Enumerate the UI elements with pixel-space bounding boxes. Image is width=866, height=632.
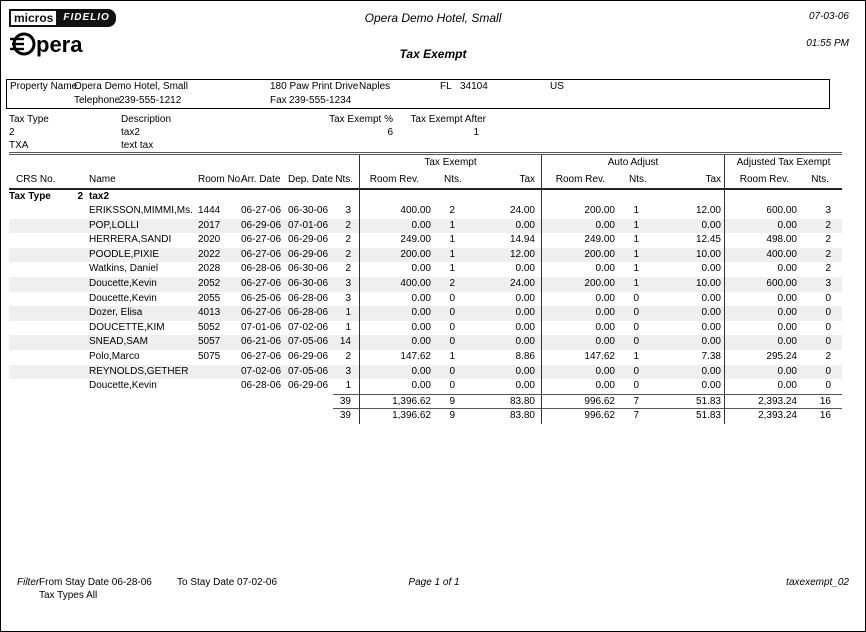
cell-te-nts: 0: [449, 380, 455, 392]
cell-nts: 14: [339, 336, 351, 348]
cell-guest-name: Polo,Marco: [89, 350, 140, 362]
cell-adj-nts: 2: [825, 263, 831, 275]
cell-nts: 3: [345, 277, 351, 289]
cell-te-tax: 0.00: [515, 336, 535, 348]
cell-crs: [9, 350, 89, 365]
tax-type-description: tax2: [121, 127, 140, 138]
cell-aa-tax: 0.00: [701, 380, 721, 392]
grand-total-aa-tax: 51.83: [643, 408, 724, 424]
group-header-auto-adjust: Auto Adjust: [541, 155, 724, 170]
group-header-spacer: [9, 155, 359, 170]
cell-arr-date: 06-27-06: [241, 350, 282, 362]
cell-guest-name: ERIKSSON,MIMMI,Ms.: [89, 205, 193, 216]
tax-type-code: TXA: [9, 140, 29, 151]
cell-room-no: 2022: [198, 248, 221, 260]
cell-aa-nts: 1: [633, 234, 639, 246]
cell-crs: [9, 233, 89, 248]
cell-dep-date: 06-29-06: [288, 234, 329, 246]
cell-adj-room-rev: 400.00: [724, 248, 797, 263]
cell-adj-nts: 2: [825, 219, 831, 231]
cell-dep-date: 06-29-06: [288, 350, 329, 362]
col-header-nts: Nts.: [335, 174, 353, 185]
cell-te-room-rev: 0.00: [359, 321, 431, 336]
cell-te-nts: 2: [449, 277, 455, 289]
col-header-te-nts: Nts.: [444, 174, 462, 185]
cell-aa-tax: 0.00: [701, 336, 721, 348]
cell-dep-date: 06-30-06: [288, 205, 329, 216]
cell-aa-tax: 12.00: [695, 205, 721, 216]
tax-exempt-pct-header: Tax Exempt %: [329, 114, 393, 125]
grand-total-te-nts: 9: [431, 408, 459, 424]
fax-value: 239-555-1234: [289, 95, 352, 106]
cell-guest-name: Doucette,Kevin: [89, 292, 157, 304]
tax-type-header: Tax Type: [9, 114, 49, 125]
cell-crs: [9, 306, 89, 321]
tax-type-code: 2: [9, 127, 15, 138]
cell-adj-room-rev: 0.00: [724, 379, 797, 394]
grand-total-aa-nts: 7: [615, 408, 643, 424]
cell-aa-room-rev: 0.00: [541, 219, 615, 234]
cell-aa-tax: 10.00: [695, 248, 721, 260]
cell-te-tax: 12.00: [509, 248, 535, 260]
col-header-adj-nts: Nts.: [811, 174, 829, 185]
property-row-2: [7, 94, 829, 108]
table-row: [9, 365, 842, 380]
cell-te-nts: 1: [449, 219, 455, 231]
col-header-te-tax: Tax: [519, 174, 535, 185]
cell-te-nts: 1: [449, 248, 455, 260]
cell-aa-room-rev: 0.00: [541, 379, 615, 394]
cell-room-no: 5057: [198, 336, 221, 348]
cell-aa-nts: 1: [633, 277, 639, 289]
cell-room-no: 2020: [198, 234, 221, 246]
telephone-value: 239-555-1212: [119, 95, 182, 106]
table-row: [9, 321, 842, 336]
group-header-tax-exempt: Tax Exempt: [359, 155, 541, 170]
cell-guest-name: POODLE,PIXIE: [89, 248, 160, 260]
cell-arr-date: 06-27-06: [241, 248, 282, 260]
total-te-room-rev: 1,396.62: [359, 394, 431, 410]
cell-dep-date: 06-29-06: [288, 380, 329, 392]
tax-exempt-table: [9, 152, 842, 423]
cell-adj-nts: 0: [825, 365, 831, 377]
filter-to-stay-date: To Stay Date 07-02-06: [177, 577, 278, 588]
total-adj-nts: 16: [797, 394, 842, 410]
cell-guest-name: Watkins, Daniel: [89, 263, 159, 275]
cell-te-tax: 0.00: [515, 365, 535, 377]
cell-aa-tax: 0.00: [701, 365, 721, 377]
cell-aa-room-rev: 200.00: [541, 248, 615, 263]
total-aa-tax: 51.83: [643, 394, 724, 410]
cell-te-nts: 0: [449, 336, 455, 348]
cell-crs: [9, 335, 89, 350]
cell-crs: [9, 262, 89, 277]
cell-adj-room-rev: 498.00: [724, 233, 797, 248]
cell-te-tax: 0.00: [515, 263, 535, 275]
table-row: [9, 204, 842, 219]
cell-aa-nts: 0: [633, 380, 639, 392]
cell-adj-room-rev: 0.00: [724, 219, 797, 234]
cell-adj-room-rev: 0.00: [724, 306, 797, 321]
cell-te-room-rev: 0.00: [359, 292, 431, 307]
cell-aa-tax: 10.00: [695, 277, 721, 289]
group-header-row: [9, 155, 842, 170]
cell-crs: [9, 204, 89, 219]
grand-total-te-room-rev: 1,396.62: [359, 408, 431, 424]
cell-guest-name: POP,LOLLI: [89, 219, 139, 231]
grand-total-nts: 39: [333, 408, 359, 424]
cell-te-room-rev: 0.00: [359, 335, 431, 350]
total-aa-nts: 7: [615, 394, 643, 410]
cell-nts: 2: [345, 248, 351, 260]
cell-dep-date: 06-30-06: [288, 263, 329, 275]
fax-label: Fax: [270, 95, 287, 106]
cell-dep-date: 06-29-06: [288, 248, 329, 260]
cell-aa-tax: 0.00: [701, 292, 721, 304]
micros-logo-text: micros: [9, 9, 58, 27]
tax-type-group-label-cell: [9, 190, 89, 204]
cell-te-room-rev: 200.00: [359, 248, 431, 263]
cell-adj-nts: 0: [825, 321, 831, 333]
property-address: 180 Paw Print Drive: [270, 81, 359, 92]
cell-room-no: [198, 379, 241, 394]
cell-aa-tax: 0.00: [701, 219, 721, 231]
cell-aa-nts: 0: [633, 307, 639, 319]
cell-room-no: 2028: [198, 263, 221, 275]
col-header-aa-tax: Tax: [705, 174, 721, 185]
cell-te-room-rev: 0.00: [359, 365, 431, 380]
cell-arr-date: 06-27-06: [241, 234, 282, 246]
table-row: [9, 350, 842, 365]
cell-nts: 3: [345, 292, 351, 304]
cell-te-tax: 0.00: [515, 307, 535, 319]
tax-exempt-after-value: 1: [473, 127, 479, 138]
cell-adj-nts: 2: [825, 234, 831, 246]
cell-aa-nts: 0: [633, 292, 639, 304]
cell-aa-nts: 1: [633, 263, 639, 275]
cell-room-no: 4013: [198, 307, 221, 319]
cell-adj-room-rev: 295.24: [724, 350, 797, 365]
table-row: [9, 233, 842, 248]
property-state: FL: [440, 81, 452, 92]
cell-dep-date: 06-30-06: [288, 277, 329, 289]
cell-dep-date: 07-05-06: [288, 336, 329, 348]
cell-aa-room-rev: 147.62: [541, 350, 615, 365]
cell-te-nts: 0: [449, 292, 455, 304]
table-row: [9, 306, 842, 321]
cell-nts: 1: [345, 307, 351, 319]
cell-te-tax: 0.00: [515, 219, 535, 231]
cell-adj-room-rev: 0.00: [724, 335, 797, 350]
col-header-adj-room-rev: Room Rev.: [724, 170, 797, 190]
cell-aa-room-rev: 0.00: [541, 306, 615, 321]
cell-adj-room-rev: 600.00: [724, 277, 797, 292]
total-te-nts: 9: [431, 394, 459, 410]
cell-te-room-rev: 147.62: [359, 350, 431, 365]
cell-te-tax: 8.86: [515, 350, 535, 362]
tax-type-summary: [9, 113, 842, 152]
property-name-value: Opera Demo Hotel, Small: [74, 81, 188, 92]
hotel-title: Opera Demo Hotel, Small: [364, 11, 502, 25]
cell-arr-date: 07-02-06: [241, 365, 282, 377]
report-time: 01:55 PM: [806, 38, 849, 49]
property-row-1: [7, 80, 829, 94]
description-header: Description: [121, 114, 172, 125]
total-adj-room-rev: 2,393.24: [724, 394, 797, 410]
cell-te-room-rev: 400.00: [359, 277, 431, 292]
cell-crs: [9, 365, 89, 380]
cell-te-nts: 1: [449, 234, 455, 246]
cell-adj-room-rev: 0.00: [724, 365, 797, 380]
cell-aa-tax: 0.00: [701, 307, 721, 319]
cell-guest-name: Dozer, Elisa: [89, 307, 143, 319]
cell-room-no: [198, 365, 241, 380]
cell-crs: [9, 292, 89, 307]
cell-aa-tax: 0.00: [701, 321, 721, 333]
cell-te-nts: 0: [449, 307, 455, 319]
cell-te-room-rev: 0.00: [359, 219, 431, 234]
cell-aa-tax: 0.00: [701, 263, 721, 275]
cell-adj-nts: 0: [825, 307, 831, 319]
col-header-aa-room-rev: Room Rev.: [541, 170, 615, 190]
total-te-tax: 83.80: [459, 394, 541, 410]
table-row: [9, 219, 842, 234]
cell-aa-room-rev: 249.00: [541, 233, 615, 248]
report-title: Tax Exempt: [399, 47, 467, 61]
cell-adj-room-rev: 600.00: [724, 204, 797, 219]
cell-te-tax: 0.00: [515, 380, 535, 392]
tax-type-group-row: [9, 190, 842, 204]
cell-crs: [9, 379, 89, 394]
cell-room-no: 2017: [198, 219, 221, 231]
cell-room-no: 1444: [198, 205, 221, 216]
cell-room-no: 5075: [198, 350, 221, 362]
cell-aa-tax: 12.45: [695, 234, 721, 246]
tax-type-group-code: 2: [77, 191, 83, 202]
col-header-dep-date: Dep. Date: [288, 174, 334, 185]
cell-room-no: 2055: [198, 292, 221, 304]
property-city: Naples: [359, 81, 391, 92]
tax-type-summary-row: [9, 139, 842, 152]
cell-guest-name: HERRERA,SANDI: [89, 234, 172, 246]
cell-nts: 3: [345, 365, 351, 377]
tax-exempt-pct-value: 6: [387, 127, 393, 138]
cell-aa-nts: 0: [633, 321, 639, 333]
table-body: [9, 204, 842, 394]
property-name-label: Property Name: [10, 81, 78, 92]
total-nts: 39: [333, 394, 359, 410]
cell-arr-date: 07-01-06: [241, 321, 282, 333]
fidelio-logo-text: FIDELIO: [58, 9, 115, 27]
cell-te-nts: 2: [449, 205, 455, 216]
cell-room-no: 5052: [198, 321, 221, 333]
cell-adj-nts: 3: [825, 277, 831, 289]
cell-arr-date: 06-27-06: [241, 277, 282, 289]
cell-dep-date: 06-28-06: [288, 307, 329, 319]
cell-nts: 2: [345, 350, 351, 362]
cell-te-nts: 1: [449, 350, 455, 362]
telephone-label: Telephone: [74, 95, 121, 106]
col-header-arr-date: Arr. Date: [241, 174, 281, 185]
col-header-te-room-rev: Room Rev.: [359, 170, 431, 190]
cell-te-room-rev: 400.00: [359, 204, 431, 219]
cell-adj-room-rev: 0.00: [724, 262, 797, 277]
cell-adj-nts: 0: [825, 336, 831, 348]
cell-adj-room-rev: 0.00: [724, 292, 797, 307]
table-row: [9, 292, 842, 307]
cell-arr-date: 06-28-06: [241, 263, 282, 275]
tax-type-group-name: tax2: [89, 191, 110, 202]
cell-aa-nts: 1: [633, 219, 639, 231]
filter-label: Filter: [17, 577, 40, 588]
cell-arr-date: 06-25-06: [241, 292, 282, 304]
report-id: taxexempt_02: [786, 577, 849, 588]
cell-crs: [9, 321, 89, 336]
cell-arr-date: 06-28-06: [241, 380, 282, 392]
table-row: [9, 335, 842, 350]
grand-total-adj-room-rev: 2,393.24: [724, 408, 797, 424]
cell-te-room-rev: 0.00: [359, 262, 431, 277]
cell-arr-date: 06-29-06: [241, 219, 282, 231]
cell-aa-tax: 7.38: [701, 350, 721, 362]
cell-te-nts: 0: [449, 365, 455, 377]
cell-guest-name: SNEAD,SAM: [89, 336, 148, 348]
cell-aa-nts: 1: [633, 205, 639, 216]
cell-room-no: 2052: [198, 277, 221, 289]
tax-type-group-label: Tax Type: [9, 191, 51, 202]
opera-logo-text: pera: [36, 32, 83, 57]
table-row: [9, 248, 842, 263]
cell-te-nts: 1: [449, 263, 455, 275]
cell-guest-name: Doucette,Kevin: [89, 277, 157, 289]
grand-totals-row: [9, 408, 842, 423]
col-header-aa-nts: Nts.: [629, 174, 647, 185]
cell-te-nts: 0: [449, 321, 455, 333]
cell-te-tax: 0.00: [515, 321, 535, 333]
cell-aa-room-rev: 200.00: [541, 277, 615, 292]
cell-adj-nts: 2: [825, 350, 831, 362]
col-header-name: Name: [89, 174, 116, 185]
tax-type-summary-row: [9, 126, 842, 139]
table-row: [9, 277, 842, 292]
cell-nts: 1: [345, 380, 351, 392]
cell-nts: 3: [345, 205, 351, 216]
cell-te-tax: 24.00: [509, 277, 535, 289]
cell-nts: 2: [345, 234, 351, 246]
tax-type-summary-header: [9, 113, 842, 126]
cell-dep-date: 06-28-06: [288, 292, 329, 304]
column-header-row: [9, 170, 842, 188]
cell-adj-nts: 0: [825, 292, 831, 304]
property-zip: 34104: [460, 81, 488, 92]
grand-total-te-tax: 83.80: [459, 408, 541, 424]
cell-aa-room-rev: 0.00: [541, 321, 615, 336]
cell-te-room-rev: 249.00: [359, 233, 431, 248]
cell-aa-room-rev: 0.00: [541, 262, 615, 277]
cell-nts: 2: [345, 263, 351, 275]
cell-aa-nts: 0: [633, 336, 639, 348]
cell-dep-date: 07-05-06: [288, 365, 329, 377]
cell-nts: 2: [345, 219, 351, 231]
cell-dep-date: 07-01-06: [288, 219, 329, 231]
tax-type-description: text tax: [121, 140, 154, 151]
cell-dep-date: 07-02-06: [288, 321, 329, 333]
cell-adj-nts: 0: [825, 380, 831, 392]
cell-arr-date: 06-21-06: [241, 336, 282, 348]
cell-aa-room-rev: 200.00: [541, 204, 615, 219]
col-header-crs: CRS No.: [16, 174, 56, 185]
cell-nts: 1: [345, 321, 351, 333]
cell-aa-nts: 1: [633, 350, 639, 362]
cell-te-room-rev: 0.00: [359, 306, 431, 321]
cell-crs: [9, 219, 89, 234]
table-row: [9, 262, 842, 277]
tax-exempt-after-header: Tax Exempt After: [410, 114, 486, 125]
total-aa-room-rev: 996.62: [541, 394, 615, 410]
cell-adj-nts: 2: [825, 248, 831, 260]
cell-te-room-rev: 0.00: [359, 379, 431, 394]
cell-te-tax: 0.00: [515, 292, 535, 304]
report-date: 07-03-06: [808, 11, 849, 22]
cell-adj-room-rev: 0.00: [724, 321, 797, 336]
totals-row: [9, 394, 842, 409]
group-header-adjusted: Adjusted Tax Exempt: [724, 155, 842, 170]
property-info-box: [6, 79, 830, 109]
page-number: Page 1 of 1: [408, 577, 460, 588]
col-header-room: Room No.: [198, 174, 244, 185]
filter-tax-types: Tax Types All: [39, 590, 98, 601]
cell-te-tax: 14.94: [509, 234, 535, 246]
cell-guest-name: REYNOLDS,GETHER: [89, 365, 189, 377]
grand-total-adj-nts: 16: [797, 408, 842, 424]
cell-te-tax: 24.00: [509, 205, 535, 216]
cell-aa-room-rev: 0.00: [541, 335, 615, 350]
cell-aa-room-rev: 0.00: [541, 365, 615, 380]
grand-total-aa-room-rev: 996.62: [541, 408, 615, 424]
cell-arr-date: 06-27-06: [241, 205, 282, 216]
cell-guest-name: DOUCETTE,KIM: [89, 321, 165, 333]
table-row: [9, 379, 842, 394]
cell-arr-date: 06-27-06: [241, 307, 282, 319]
cell-adj-nts: 3: [825, 205, 831, 216]
filter-from-stay-date: From Stay Date 06-28-06: [39, 577, 152, 588]
cell-aa-nts: 0: [633, 365, 639, 377]
cell-aa-room-rev: 0.00: [541, 292, 615, 307]
property-country: US: [550, 81, 564, 92]
cell-guest-name: Doucette,Kevin: [89, 380, 157, 392]
cell-crs: [9, 277, 89, 292]
cell-crs: [9, 248, 89, 263]
cell-aa-nts: 1: [633, 248, 639, 260]
table-header: [9, 155, 842, 190]
